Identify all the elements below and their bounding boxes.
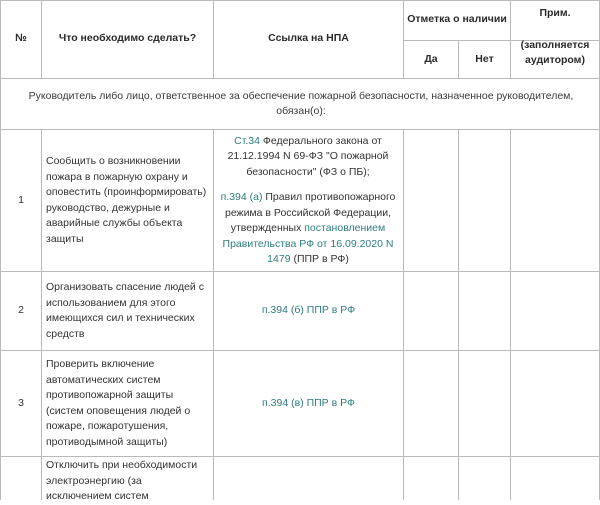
- col-yes-divider-body: [458, 129, 459, 500]
- row2-ref-link[interactable]: п.394 (б) ППР в РФ: [261, 304, 356, 317]
- row4-task: Отключить при необходимости электроэнергию (за исключением систем: [46, 459, 198, 502]
- row3-task: Проверить включение автоматических систем противопожарной защиты (систем оповещения людей о пожаре, пожаротушения, противодымной защиты): [46, 358, 191, 448]
- row1-task: Сообщить о возникновении пожара в пожарную охрану и оповестить (проинформировать) руководство, дежурные и аварийные службы объекта защиты: [46, 155, 207, 245]
- row3-ref-link[interactable]: п.394 (в) ППР в РФ: [262, 396, 355, 409]
- col-link-divider-body: [403, 129, 404, 500]
- header-note-title: Прим.: [539, 7, 571, 20]
- row1-ref2-tail: (ППР в РФ): [290, 253, 349, 265]
- col-no-divider-body: [510, 129, 511, 500]
- row2-num: 2: [18, 304, 24, 317]
- header-no: Нет: [475, 52, 494, 65]
- row1-num: 1: [18, 193, 24, 206]
- row3-num: 3: [18, 396, 24, 409]
- header-num: №: [15, 32, 27, 45]
- row1-ref2-link[interactable]: п.394 (а): [220, 191, 263, 203]
- intro-text: Руководитель либо лицо, ответственное за обеспечение пожарной безопасности, назначенное руководителем, обязан(о):: [28, 89, 574, 117]
- header-bottom-rule: [0, 78, 600, 79]
- header-task: Что необходимо сделать?: [58, 32, 197, 45]
- row2-task: Организовать спасение людей с использованием для этого имеющихся сил и технических средств: [46, 281, 204, 340]
- row1-ref2-text: Правил противопожарного режима в Российской Федерации, утвержденных: [224, 191, 396, 234]
- header-yes: Да: [424, 52, 438, 65]
- row1-ref: [216, 130, 400, 271]
- header-note-sub: (заполняется аудитором): [520, 38, 590, 66]
- header-mark: Отметка о наличии: [407, 13, 507, 26]
- header-link: Ссылка на НПА: [268, 32, 349, 45]
- row1-ref1-link[interactable]: Ст.34: [234, 134, 260, 147]
- row1-ref2-link2[interactable]: постановлением Правительства РФ от 16.09.2020 N 1479: [222, 222, 394, 265]
- row1-ref1-text: Федерального закона от 21.12.1994 N 69-ФЗ "О пожарной безопасности" (ФЗ о ПБ);: [227, 134, 389, 178]
